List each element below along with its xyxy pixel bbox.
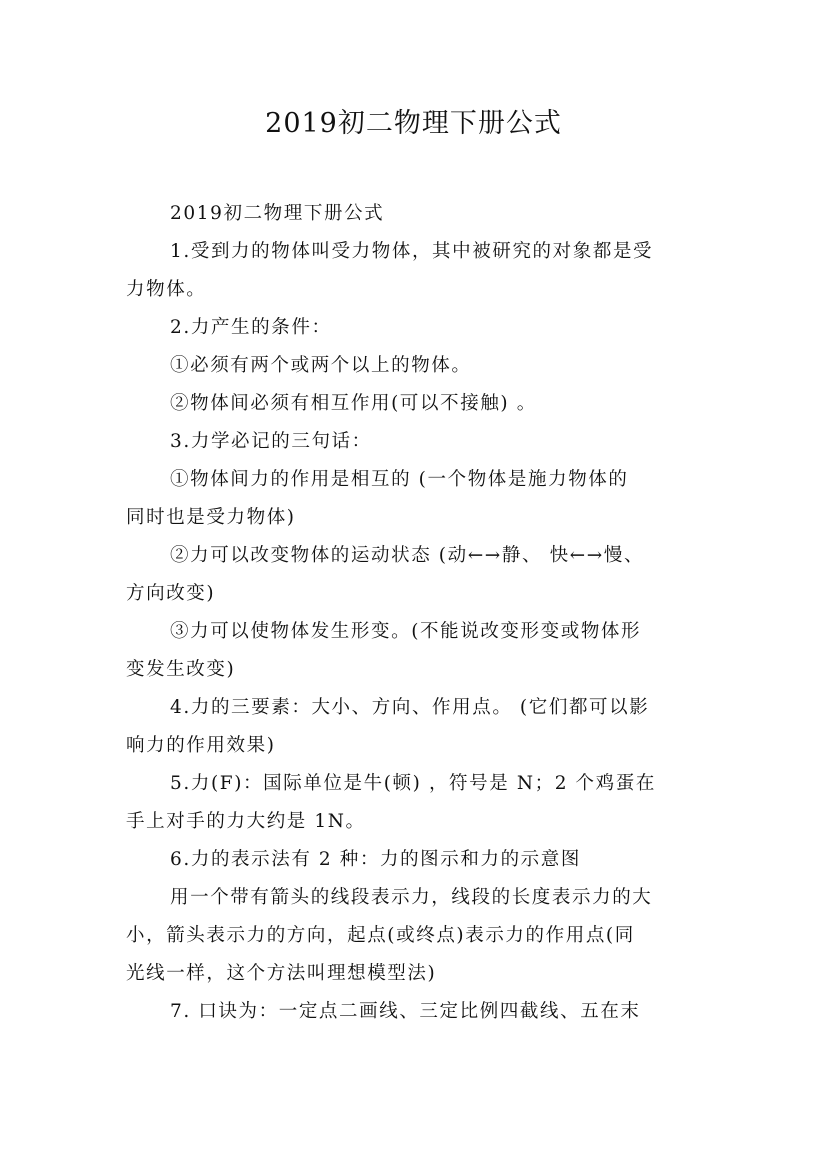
text-line: 力物体。 bbox=[126, 279, 207, 300]
text-line: ②力可以改变物体的运动状态 (动←→静、 快←→慢、 bbox=[170, 545, 645, 566]
text-line: 6.力的表示法有 2 种：力的图示和力的示意图 bbox=[170, 849, 581, 870]
text-line: 7. 口诀为：一定点二画线、三定比例四截线、五在末 bbox=[170, 1001, 641, 1022]
text-line: ③力可以使物体发生形变。(不能说改变形变或物体形 bbox=[170, 621, 642, 642]
text-line: 小，箭头表示力的方向，起点(或终点)表示力的作用点(同 bbox=[126, 925, 635, 946]
text-line: 响力的作用效果) bbox=[126, 735, 276, 756]
text-line: 用一个带有箭头的线段表示力，线段的长度表示力的大 bbox=[170, 887, 653, 908]
text-line: ①必须有两个或两个以上的物体。 bbox=[170, 355, 472, 376]
text-line: 2.力产生的条件： bbox=[170, 317, 332, 338]
document-title: 2019初二物理下册公式 bbox=[265, 108, 562, 139]
text-line: 4.力的三要素：大小、方向、作用点。 (它们都可以影 bbox=[170, 697, 650, 718]
text-line: 2019初二物理下册公式 bbox=[170, 203, 385, 224]
text-line: 手上对手的力大约是 1N。 bbox=[126, 811, 366, 832]
text-line: 变发生改变) bbox=[126, 659, 236, 680]
text-line: ①物体间力的作用是相互的 (一个物体是施力物体的 bbox=[170, 469, 629, 490]
text-line: 1.受到力的物体叫受力物体，其中被研究的对象都是受 bbox=[170, 241, 654, 262]
text-line: 光线一样，这个方法叫理想模型法) bbox=[126, 963, 437, 984]
text-line: 方向改变) bbox=[126, 583, 216, 604]
text-line: 同时也是受力物体) bbox=[126, 507, 296, 528]
text-line: ②物体间必须有相互作用(可以不接触) 。 bbox=[170, 393, 537, 414]
document-body bbox=[126, 195, 711, 1031]
text-line: 3.力学必记的三句话： bbox=[170, 431, 372, 452]
text-line: 5.力(F)：国际单位是牛(顿) ，符号是 N；2 个鸡蛋在 bbox=[170, 773, 656, 794]
